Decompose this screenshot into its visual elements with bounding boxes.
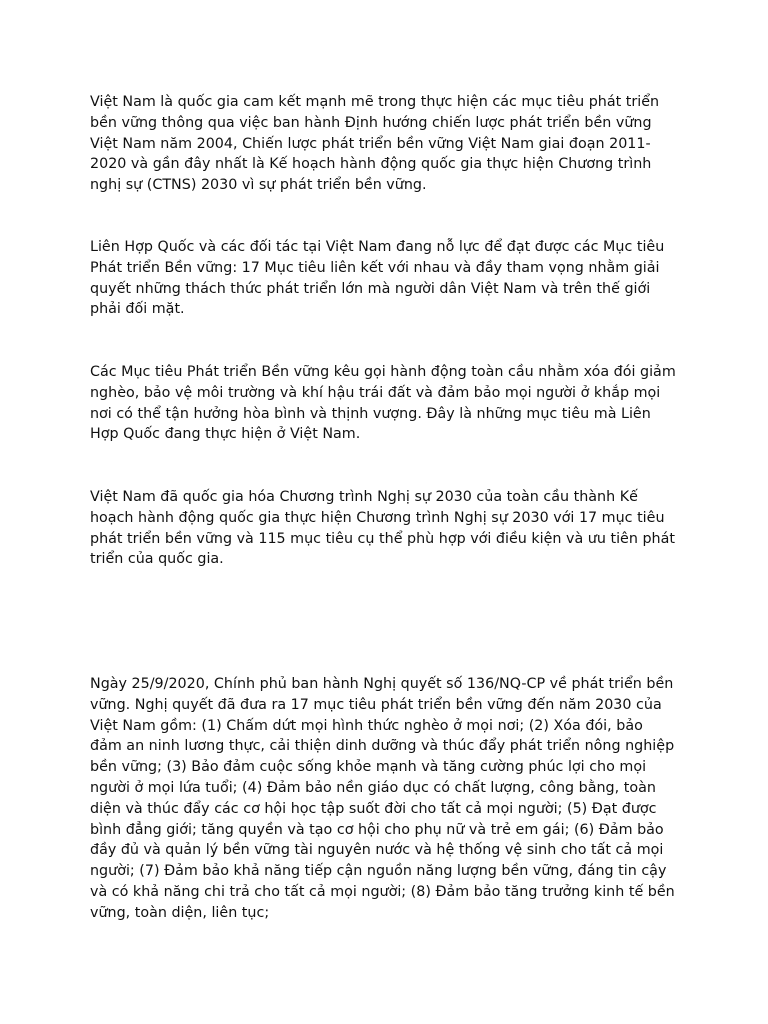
paragraph-resolution-136: Ngày 25/9/2020, Chính phủ ban hành Nghị quyết số 136/NQ-CP về phát triển bền vững. Nghị quyết đã đưa ra 17 mục tiêu phát triển bền vững đến năm 2030 của Việt Nam gồm: (1) Chấm dứt mọi hình thức nghèo ở mọi nơi; (2) Xóa đói, bảo đảm an ninh lương thực, cải thiện dinh dưỡng và thúc đẩy phát triển nông nghiệp bền vững; (3) Bảo đảm cuộc sống khỏe mạnh và tăng cường phúc lợi cho mọi người ở mọi lứa tuổi; (4) Đảm bảo nền giáo dục có chất lượng, công bằng, toàn diện và thúc đẩy các cơ hội học tập suốt đời cho tất cả mọi người; (5) Đạt được bình đẳng giới; tăng quyền và tạo cơ hội cho phụ nữ và trẻ em gái; (6) Đảm bảo đầy đủ và quản lý bền vững tài nguyên nước và hệ thống vệ sinh cho tất cả mọi người; (7) Đảm bảo khả năng tiếp cận nguồn năng lượng bền vững, đáng tin cậy và có khả năng chi trả cho tất cả mọi người; (8) Đảm bảo tăng trưởng kinh tế bền vững, toàn diện, liên tục;: [90, 676, 675, 921]
paragraph-un-partners: Liên Hợp Quốc và các đối tác tại Việt Nam đang nỗ lực để đạt được các Mục tiêu Phát triển Bền vững: 17 Mục tiêu liên kết với nhau và đầy tham vọng nhằm giải quyết những thách thức phát triển lớn mà người dân Việt Nam và trên thế giới phải đối mặt.: [90, 239, 665, 318]
paragraph-commitment: Việt Nam là quốc gia cam kết mạnh mẽ trong thực hiện các mục tiêu phát triển bền vững thông qua việc ban hành Định hướng chiến lược phát triển bền vững Việt Nam năm 2004, Chiến lược phát triển bền vững Việt Nam giai đoạn 2011-2020 và gần đây nhất là Kế hoạch hành động quốc gia thực hiện Chương trình nghị sự (CTNS) 2030 vì sự phát triển bền vững.: [90, 94, 660, 194]
paragraph-national-agenda: Việt Nam đã quốc gia hóa Chương trình Nghị sự 2030 của toàn cầu thành Kế hoạch hành động quốc gia thực hiện Chương trình Nghị sự 2030 với 17 mục tiêu phát triển bền vững và 115 mục tiêu cụ thể phù hợp với điều kiện và ưu tiên phát triển của quốc gia.: [90, 489, 675, 568]
paragraph-global-action: Các Mục tiêu Phát triển Bền vững kêu gọi hành động toàn cầu nhằm xóa đói giảm nghèo, bảo vệ môi trường và khí hậu trái đất và đảm bảo mọi người ở khắp mọi nơi có thể tận hưởng hòa bình và thịnh vượng. Đây là những mục tiêu mà Liên Hợp Quốc đang thực hiện ở Việt Nam.: [90, 364, 676, 443]
